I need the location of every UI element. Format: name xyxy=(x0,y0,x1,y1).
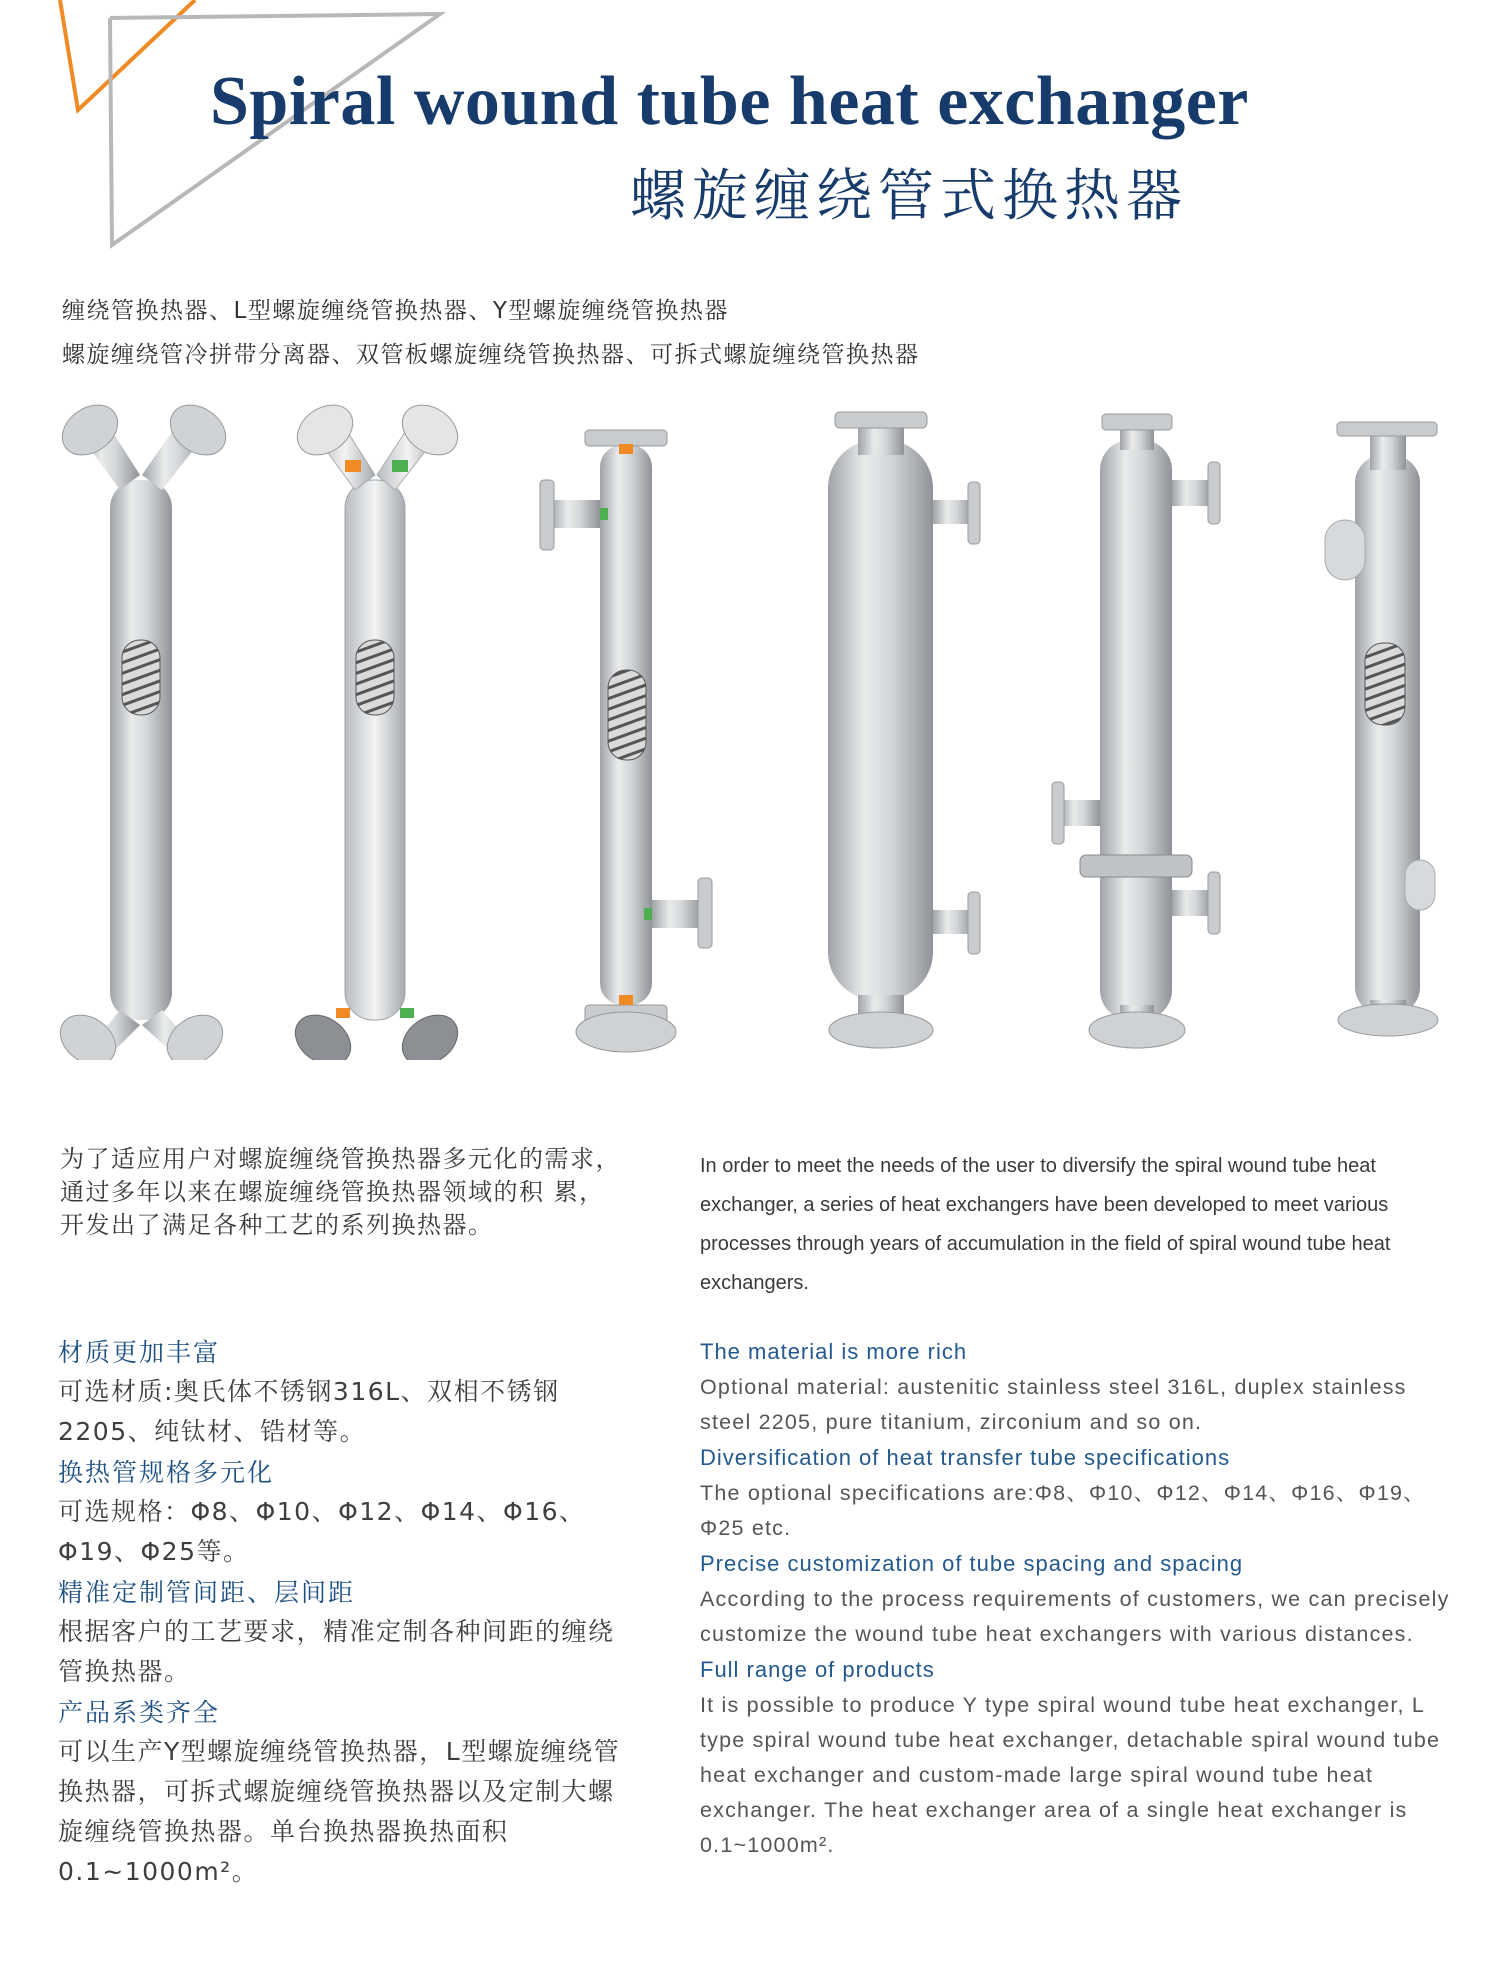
exchanger-large-shell xyxy=(828,412,980,1048)
feature-text: 可选规格：Φ8、Φ10、Φ12、Φ14、Φ16、Φ19、Φ25等。 xyxy=(58,1497,586,1566)
subtitle-line-2: 螺旋缠绕管冷拼带分离器、双管板螺旋缠绕管换热器、可拆式螺旋缠绕管换热器 xyxy=(62,342,920,368)
feature-en-material xyxy=(700,1334,1460,1440)
exchanger-l-type xyxy=(540,430,712,1052)
feature-heading: Full range of products xyxy=(700,1657,935,1682)
feature-text: 根据客户的工艺要求，精准定制各种间距的缠绕管换热器。 xyxy=(58,1617,615,1686)
product-lineup-image xyxy=(40,400,1470,1060)
feature-text: Optional material: austenitic stainless steel 316L, duplex stainless steel 2205, pure titanium, zirconium and so on. xyxy=(700,1375,1407,1434)
feature-heading: 精准定制管间距、层间距 xyxy=(58,1578,356,1607)
feature-text: According to the process requirements of customers, we can precisely customize the wound tube heat exchangers with various distances. xyxy=(700,1587,1450,1646)
exchanger-y-type xyxy=(51,400,235,1060)
feature-heading: Precise customization of tube spacing and spacing xyxy=(700,1551,1244,1576)
exchanger-detachable xyxy=(1052,414,1220,1048)
feature-en-range xyxy=(700,1652,1460,1863)
feature-text: The optional specifications are:Φ8、Φ10、Φ12、Φ14、Φ16、Φ19、Φ25 etc. xyxy=(700,1481,1426,1540)
feature-cn-specs xyxy=(58,1454,638,1572)
feature-heading: 材质更加丰富 xyxy=(58,1338,221,1367)
page-title-cn: 螺旋缠绕管式换热器 xyxy=(630,164,1188,229)
feature-text: It is possible to produce Y type spiral wound tube heat exchanger, L type spiral wound tube heat exchanger, detachable spiral wound tube heat exchanger and custom-made large spiral wound tube heat exchanger. The heat exchanger area of a single heat exchanger is 0.1~1000m². xyxy=(700,1693,1441,1857)
feature-heading: 换热管规格多元化 xyxy=(58,1458,275,1487)
feature-cn-range xyxy=(58,1694,638,1892)
feature-heading: 产品系类齐全 xyxy=(58,1698,221,1727)
features-en xyxy=(700,1334,1460,1863)
feature-heading: Diversification of heat transfer tube specifications xyxy=(700,1445,1231,1470)
exchanger-y-type-transparent xyxy=(286,400,467,1060)
feature-heading: The material is more rich xyxy=(700,1339,968,1364)
intro-text-cn: 为了适应用户对螺旋缠绕管换热器多元化的需求，通过多年以来在螺旋缠绕管换热器领域的积 累，开发出了满足各种工艺的系列换热器。 xyxy=(60,1145,621,1239)
feature-en-spacing xyxy=(700,1546,1460,1652)
exchanger-double-tubesheet xyxy=(1325,422,1438,1036)
features-cn xyxy=(58,1334,638,1894)
feature-text: 可选材质:奥氏体不锈钢316L、双相不锈钢2205、纯钛材、锆材等。 xyxy=(58,1377,560,1446)
feature-text: 可以生产Y型螺旋缠绕管换热器，L型螺旋缠绕管换热器，可拆式螺旋缠绕管换热器以及定制大螺旋缠绕管换热器。单台换热器换热面积0.1~1000m²。 xyxy=(58,1737,621,1886)
feature-en-specs xyxy=(700,1440,1460,1546)
feature-cn-spacing xyxy=(58,1574,638,1692)
feature-cn-material xyxy=(58,1334,638,1452)
subtitle-line-1: 缠绕管换热器、L型螺旋缠绕管换热器、Y型螺旋缠绕管换热器 xyxy=(62,298,729,324)
intro-text-en: In order to meet the needs of the user to diversify the spiral wound tube heat exchanger, a series of heat exchangers have been developed to meet various processes through years of accumulation in the field of spiral wound tube heat exchangers. xyxy=(700,1155,1391,1294)
page-title-en: Spiral wound tube heat exchanger xyxy=(210,63,1249,140)
